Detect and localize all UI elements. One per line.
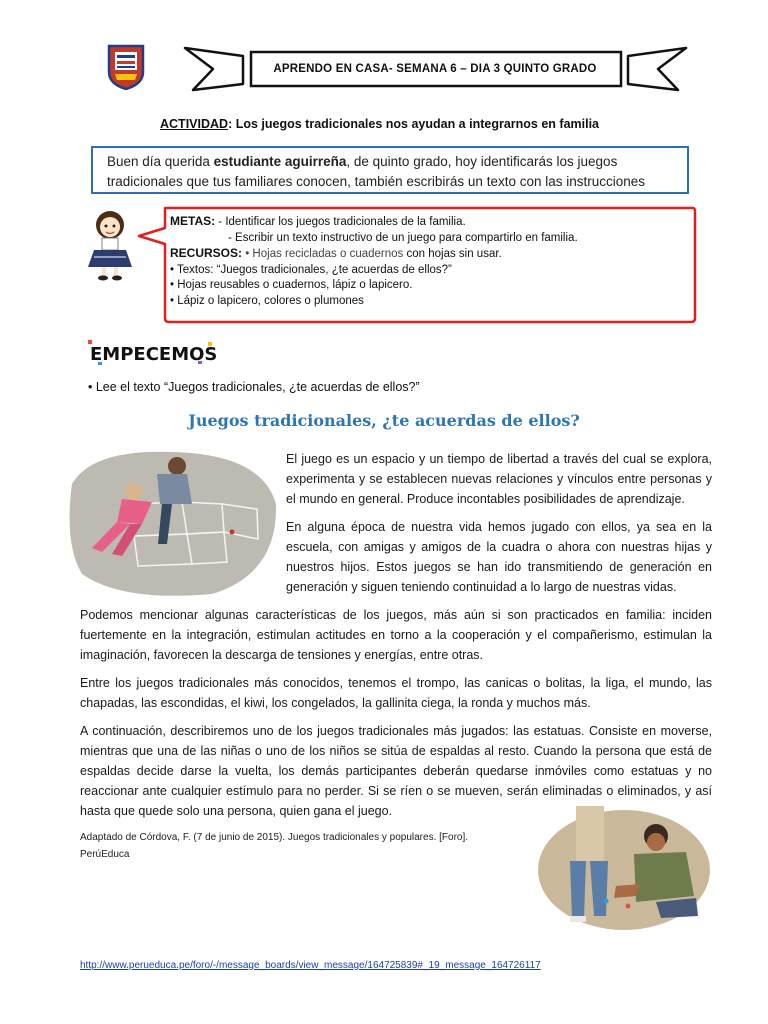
metas-label: METAS: [170, 214, 216, 228]
intro-text-1: Buen día querida [107, 154, 214, 169]
hopscotch-photo [62, 444, 278, 600]
empecemos-text: EMPECEMOS [90, 344, 218, 365]
source-link[interactable]: http://www.perueduca.pe/foro/-/message_boards/view_message/164725839#_19_message_164726117 [80, 960, 541, 971]
article-paragraph-1: El juego es un espacio y un tiempo de libertad a través del cual se explora, experimenta y se establecen nuevas relaciones y vínculos entre personas y el mundo en general. Produce incontables posibilidades de aprendizaje. [286, 452, 712, 506]
intro-student: estudiante aguirreña [213, 154, 347, 169]
citation-line-2: PerúEduca [80, 849, 130, 860]
intro-box [91, 146, 689, 194]
activity-text: Los juegos tradicionales nos ayudan a integrarnos en familia [235, 117, 600, 131]
resource-textos: • Textos: “Juegos tradicionales, ¿te acuerdas de ellos?” [170, 263, 452, 276]
goals-content [170, 214, 690, 309]
girl-illustration-icon [80, 207, 140, 282]
recursos-1: • Hojas recicladas o cuadernos [242, 248, 404, 260]
marbles-photo [536, 806, 711, 931]
resource-lapiz: • Lápiz o lapicero, colores o plumones [170, 294, 364, 307]
article-title: Juegos tradicionales, ¿te acuerdas de ellos? [188, 411, 580, 430]
activity-label: ACTIVIDAD [160, 117, 229, 131]
meta-2: - Escribir un texto instructivo de un juego para compartirlo en familia. [228, 231, 578, 244]
empecemos-heading [88, 340, 218, 366]
activity-colon: : [228, 117, 233, 131]
recursos-label: RECURSOS: [170, 246, 243, 260]
recursos-2: con hojas sin usar. [403, 248, 502, 260]
read-instruction: • Lee el texto “Juegos tradicionales, ¿te acuerdas de ellos?” [88, 380, 420, 394]
citation-line-1: Adaptado de Córdova, F. (7 de junio de 2015). Juegos tradicionales y populares. [Foro]. [80, 832, 469, 843]
meta-1: - Identificar los juegos tradicionales de la familia. [215, 216, 466, 228]
citation [80, 829, 520, 863]
resource-hojas: • Hojas reusables o cuadernos, lápiz o lapicero. [170, 279, 413, 291]
article-paragraph-2: En alguna época de nuestra vida hemos jugado con ellos, ya sea en la escuela, con amigas y amigos de la cuadra o ahora con nuestras hijas y nuestros hijos. Estos juegos se han ido transmitiendo de generación en generación y siguen teniendo continuidad a lo largo de nuestras vidas. [286, 520, 712, 594]
banner-title: APRENDO EN CASA- SEMANA 6 – DIA 3 QUINTO GRADO [273, 63, 597, 75]
intro-text-3: , de quinto grado, hoy identificarás los juegos tradicionales que tus familiares conocen, también escribirás un texto con las instrucciones [107, 154, 646, 189]
article-paragraph-5: A continuación, describiremos uno de los juegos tradicionales más jugados: las estatuas. Consiste en moverse, mientras que una de las niñas o uno de los niños se sitúa de espaldas al resto. Cuando la persona que está de espaldas decide darse la vuelta, los demás participantes deberán quedarse inmóviles como estatuas y no reaccionar ante cualquier estímulo para no perder. Si se ríen o se mueven, serán eliminadas o eliminados, y así hasta que quede solo una persona, quien gana el juego. [80, 724, 712, 818]
article-paragraph-3: Podemos mencionar algunas características de los juegos, más aún si son practicados en familia: inciden fuertemente en la integración, estimulan actitudes en torno a la cooperación y el compañerismo, estimulan la imaginación, favorecen la descarga de tensiones y energías, entre otras. [80, 608, 712, 662]
article-paragraph-4: Entre los juegos tradicionales más conocidos, tenemos el trompo, las canicas o bolitas, la liga, el mundo, las chapadas, las escondidas, el kiwi, los congelados, la gallinita ciega, la ronda y muchos más. [80, 676, 712, 710]
school-crest-icon [107, 42, 145, 90]
activity-heading [160, 117, 680, 131]
